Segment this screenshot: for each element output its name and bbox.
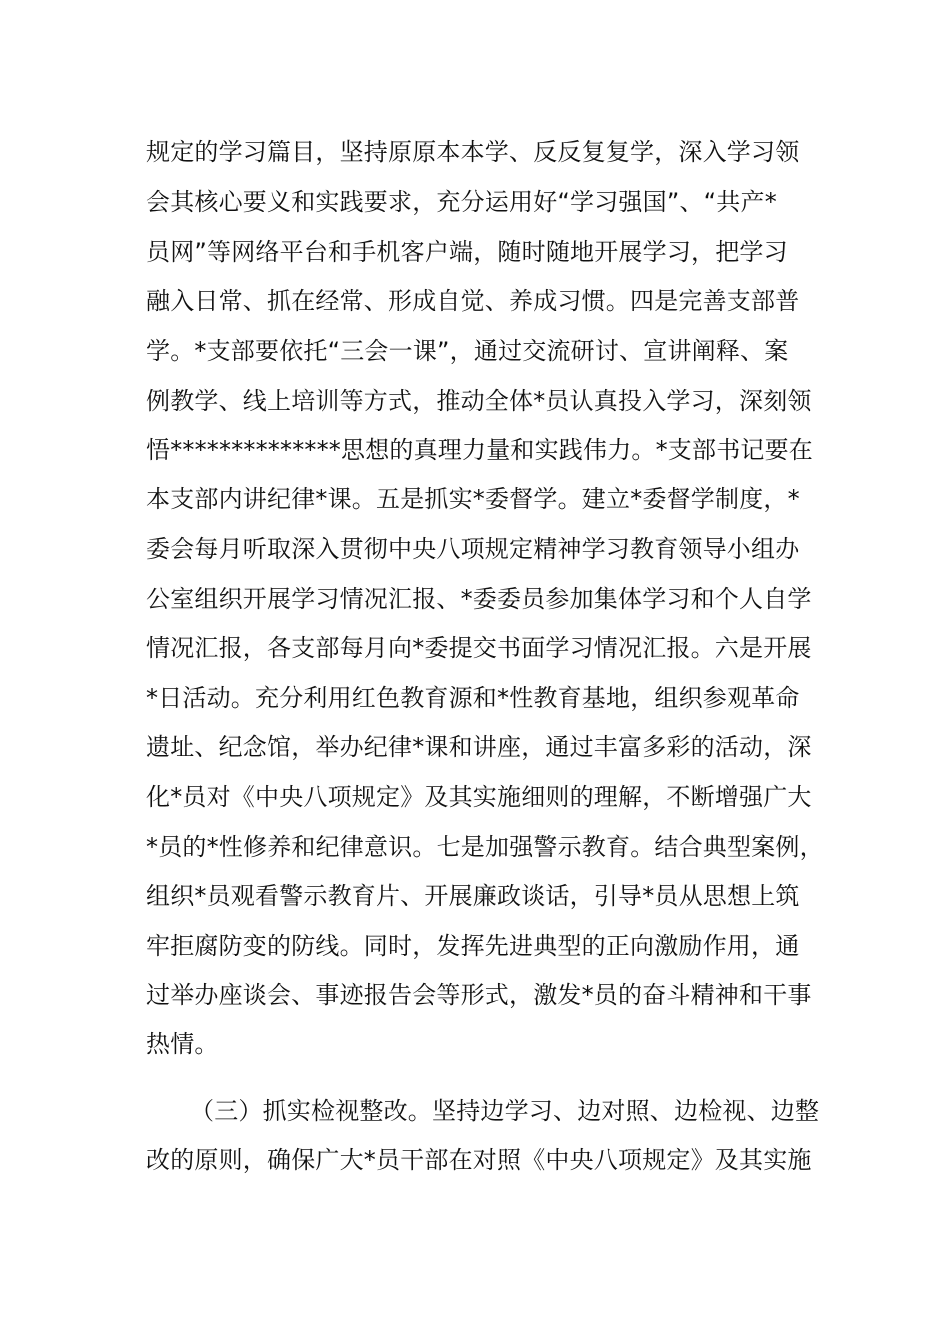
text-line: 融入日常、抓在经常、形成自觉、养成习惯。四是完善支部普 bbox=[146, 287, 800, 315]
text-line: 员网”等网络平台和手机客户端，随时随地开展学习，把学习 bbox=[146, 238, 788, 266]
text-line: 过举办座谈会、事迹报告会等形式，激发*员的奋斗精神和干事 bbox=[146, 981, 812, 1009]
text-line: 委会每月听取深入贯彻中央八项规定精神学习教育领导小组办 bbox=[146, 535, 800, 563]
text-line: *日活动。充分利用红色教育源和*性教育基地，组织参观革命 bbox=[146, 684, 800, 712]
text-line: 热情。 bbox=[146, 1030, 219, 1058]
text-line: 组织*员观看警示教育片、开展廉政谈话，引导*员从思想上筑 bbox=[146, 882, 800, 910]
text-line: 悟**************思想的真理力量和实践伟力。*支部书记要在 bbox=[146, 436, 813, 464]
text-line: 遗址、纪念馆，举办纪律*课和讲座，通过丰富多彩的活动，深 bbox=[146, 733, 812, 761]
text-line: 牢拒腐防变的防线。同时，发挥先进典型的正向激励作用，通 bbox=[146, 932, 800, 960]
text-line: 规定的学习篇目，坚持原原本本学、反反复复学，深入学习领 bbox=[146, 138, 800, 166]
text-line: 例教学、线上培训等方式，推动全体*员认真投入学习，深刻领 bbox=[146, 387, 812, 415]
text-line: 本支部内讲纪律*课。五是抓实*委督学。建立*委督学制度，* bbox=[146, 485, 800, 513]
text-line: 情况汇报，各支部每月向*委提交书面学习情况汇报。六是开展 bbox=[146, 634, 812, 662]
text-line: （三）抓实检视整改。坚持边学习、边对照、边检视、边整 bbox=[190, 1097, 820, 1125]
text-line: 学。*支部要依托“三会一课”，通过交流研讨、宣讲阐释、案 bbox=[146, 337, 789, 365]
text-line: 会其核心要义和实践要求，充分运用好“学习强国”、“共产* bbox=[146, 188, 777, 216]
text-line: 改的原则，确保广大*员干部在对照《中央八项规定》及其实施 bbox=[146, 1146, 812, 1174]
text-line: 公室组织开展学习情况汇报、*委委员参加集体学习和个人自学 bbox=[146, 585, 812, 613]
text-line: 化*员对《中央八项规定》及其实施细则的理解，不断增强广大 bbox=[146, 783, 812, 811]
text-line: *员的*性修养和纪律意识。七是加强警示教育。结合典型案例， bbox=[146, 833, 824, 861]
